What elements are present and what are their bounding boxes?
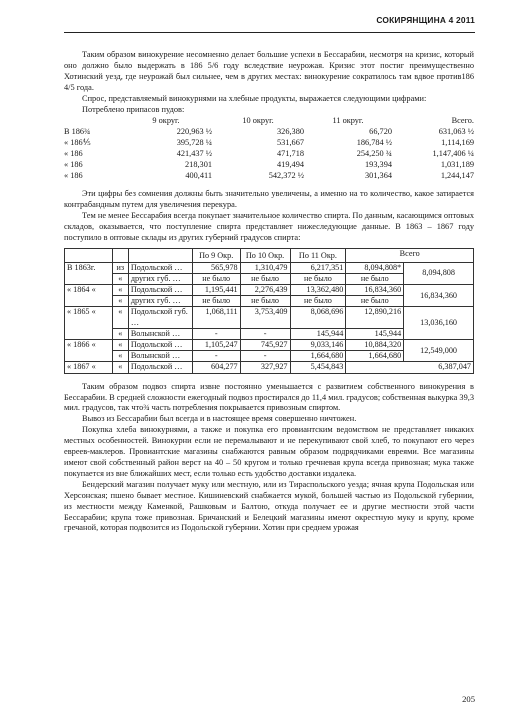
- paragraph: Таким образом винокурение несомненно делает большие успехи в Бессарабии, несмотря на кризис, который оно должно было выдержать в 186 5/6 году вследствие неурожая. Кризис этот постиг преимущественно Хотинский уезд, где неурожай был сильнее, чем в других местах: винокурение сократилось там вдвое против186 4/5 года.: [64, 50, 474, 92]
- year-cell: « 1867 «: [65, 362, 113, 373]
- table-row: [64, 160, 474, 171]
- value-cell: 5,454,843: [290, 362, 346, 373]
- value-cell: 8,094,808*: [346, 262, 404, 273]
- value-cell: не было: [290, 273, 346, 284]
- consumption-table: [64, 116, 474, 181]
- source-cell: других губ. …: [128, 296, 192, 307]
- year-cell: « 186: [64, 160, 83, 170]
- value-cell: 745,927: [240, 340, 290, 351]
- table-row: [65, 285, 474, 296]
- source-cell: Подольской губ. …: [128, 307, 192, 328]
- value-cell: 531,667: [277, 138, 304, 148]
- value-cell: 3,753,409: [240, 307, 290, 328]
- table-row: [64, 138, 474, 149]
- table-header-row: [65, 249, 474, 262]
- value-cell: 1,114,169: [441, 138, 474, 148]
- paragraph: Бендерский магазин получает муку или местную, или из Тираспольского уезда; ячная крупа Подольская или Херсонская; пшено бывает местное. Кишиневский снабжается мукой, большей частью из Подольской губернии, из местности между Каменкой, Рашковым и Балтою, откуда получает ее и другие местности этой части Бессарабии; крупа тоже привозная. Бричанский и Белецкий магазины имеют окрестную муку и крупу, кроме гречаной, которая подвозится из Подольской губернии. Хотин при среднем урожая: [64, 479, 474, 533]
- grand-total-cell: 13,036,160: [404, 307, 474, 340]
- grand-total-cell: 8,094,808: [404, 262, 474, 284]
- value-cell: -: [240, 328, 290, 339]
- from-cell: «: [112, 285, 128, 296]
- value-cell: 1,664,680: [346, 351, 404, 362]
- column-header: Всего.: [451, 116, 474, 126]
- column-header: По 9 Окр.: [192, 249, 240, 262]
- year-cell: В 1863г.: [65, 262, 113, 284]
- paragraph: Тем не менее Бессарабия всегда покупает значительное количество спирта. По данным, касающимся оптовых складов, оказывается, что поступление спирта представляет нижеследующие данные. В 1863 – 1867 году поступило в оптовые склады из других губерний градусов спирта:: [64, 210, 474, 242]
- year-cell: « 186⅘: [64, 138, 91, 148]
- from-cell: из: [112, 262, 128, 273]
- source-cell: Волынской …: [128, 351, 192, 362]
- value-cell: 542,372 ½: [268, 170, 304, 180]
- table-header-row: [64, 116, 474, 127]
- value-cell: 565,978: [192, 262, 240, 273]
- paragraph: Покупка хлеба винокурнями, а также и покупка его провиантским ведомством не представляет никаких местных особенностей. Винокурни если не перемалывают и не перекупивают свой хлеб, то покупают его через евреев-маклеров. Провиантские магазины снабжаются равным образом подрядчиками евреями. Все магазины имеют свой собственный район верст на 40 – 50 кругом и только гречневая крупа всегда привозная; мука также покупается из вне ближайших мест, если только есть удобство доставки издалека.: [64, 425, 474, 478]
- from-cell: «: [112, 362, 128, 373]
- source-cell: Подольской …: [128, 262, 192, 273]
- value-cell: -: [240, 351, 290, 362]
- page-number: 205: [462, 694, 475, 704]
- journal-title: СОКИРЯНЩИНА 4 2011: [376, 15, 475, 25]
- value-cell: 471,718: [277, 149, 304, 159]
- paragraph: Таким образом подвоз спирта извне постоянно уменьшается с развитием собственного винокурения в Бессарабии. В средней сложности ежегодный подвоз простирался до 11,4 мил. градусов; собственная выкурка 39,3 мил. градусов, так что¾ часть потребления покрывается привозным спиртом.: [64, 381, 474, 413]
- value-cell: 419,494: [277, 160, 304, 170]
- value-cell: 1,031,189: [440, 160, 474, 170]
- value-cell: не было: [346, 296, 404, 307]
- grand-total-cell: 16,834,360: [404, 285, 474, 307]
- value-cell: 1,195,441: [192, 285, 240, 296]
- year-cell: « 1864 «: [65, 285, 113, 307]
- paragraph: Потреблено припасов пудов:: [82, 104, 185, 114]
- year-cell: « 1865 «: [65, 307, 113, 340]
- value-cell: 326,380: [277, 127, 304, 137]
- value-cell: 218,301: [185, 160, 212, 170]
- column-header: 11 округ.: [332, 116, 364, 126]
- table-row: [65, 307, 474, 328]
- from-cell: «: [112, 273, 128, 284]
- value-cell: не было: [192, 296, 240, 307]
- source-cell: других губ. …: [128, 273, 192, 284]
- value-cell: -: [192, 351, 240, 362]
- paragraph: Спрос, представляемый винокурнями на хлебные продукты, выражается следующими цифрами:: [82, 93, 427, 103]
- column-header: По 10 Окр.: [240, 249, 290, 262]
- column-header: По 11 Окр.: [290, 249, 346, 262]
- value-cell: 8,068,696: [290, 307, 346, 328]
- grand-total-cell: 12,549,000: [404, 340, 474, 362]
- value-cell: 327,927: [240, 362, 290, 373]
- from-cell: «: [112, 351, 128, 362]
- value-cell: 66,720: [369, 127, 392, 137]
- value-cell: 1,147,406 ¼: [432, 149, 474, 159]
- paragraph: Вывоз из Бессарабии был всегда и в настоящее время совершенно ничтожен.: [82, 414, 357, 424]
- year-cell: « 1866 «: [65, 340, 113, 362]
- table-row: [64, 127, 474, 138]
- value-cell: 145,944: [346, 328, 404, 339]
- page-body: [64, 50, 474, 534]
- from-cell: «: [112, 328, 128, 339]
- column-header: 10 округ.: [242, 116, 274, 126]
- value-cell: 2,276,439: [240, 285, 290, 296]
- from-cell: «: [112, 296, 128, 307]
- running-header: [64, 14, 475, 33]
- value-cell: 12,890,216: [346, 307, 404, 328]
- value-cell: 301,364: [365, 170, 392, 180]
- value-cell: 145,944: [290, 328, 346, 339]
- value-cell: 421,437 ½: [176, 149, 212, 159]
- source-cell: Подольской …: [128, 285, 192, 296]
- value-cell: -: [192, 328, 240, 339]
- paragraph: Эти цифры без сомнения должны быть значительно увеличены, а именно на то количество, какое затирается контрабандным путем для увеличения перекура.: [64, 188, 474, 209]
- year-cell: « 186: [64, 149, 83, 159]
- value-cell: не было: [240, 296, 290, 307]
- value-cell: 1,664,680: [290, 351, 346, 362]
- year-cell: В 186¾: [64, 127, 91, 137]
- value-cell: 9,033,146: [290, 340, 346, 351]
- source-cell: Волынской …: [128, 328, 192, 339]
- value-cell: 13,362,480: [290, 285, 346, 296]
- year-cell: « 186: [64, 170, 83, 180]
- value-cell: не было: [192, 273, 240, 284]
- value-cell: 631,063 ½: [438, 127, 474, 137]
- value-cell: 6,217,351: [290, 262, 346, 273]
- value-cell: 604,277: [192, 362, 240, 373]
- column-header: 9 округ.: [152, 116, 180, 126]
- value-cell: 1,068,111: [192, 307, 240, 328]
- table-row: [65, 340, 474, 351]
- table-row: [64, 149, 474, 160]
- value-cell: 193,394: [365, 160, 392, 170]
- value-cell: 186,784 ½: [356, 138, 392, 148]
- value-cell: 220,963 ½: [176, 127, 212, 137]
- value-cell: 254,250 ¾: [356, 149, 392, 159]
- value-cell: 1,105,247: [192, 340, 240, 351]
- source-cell: Подольской …: [128, 340, 192, 351]
- value-cell: 395,728 ¼: [176, 138, 212, 148]
- from-cell: «: [112, 307, 128, 328]
- from-cell: «: [112, 340, 128, 351]
- table-row: [65, 262, 474, 273]
- value-cell: 10,884,320: [346, 340, 404, 351]
- spirit-import-table: [64, 248, 474, 373]
- value-cell: 1,244,147: [440, 170, 474, 180]
- source-cell: Подольской …: [128, 362, 192, 373]
- value-cell: не было: [346, 273, 404, 284]
- value-cell: 16,834,360: [346, 285, 404, 296]
- table-row: [64, 171, 474, 182]
- value-cell: 6,387,047: [346, 362, 474, 373]
- value-cell: не было: [290, 296, 346, 307]
- value-cell: не было: [240, 273, 290, 284]
- value-cell: 1,310,479: [240, 262, 290, 273]
- value-cell: 400,411: [185, 170, 212, 180]
- table-row: [65, 362, 474, 373]
- column-header: Всего: [346, 249, 474, 262]
